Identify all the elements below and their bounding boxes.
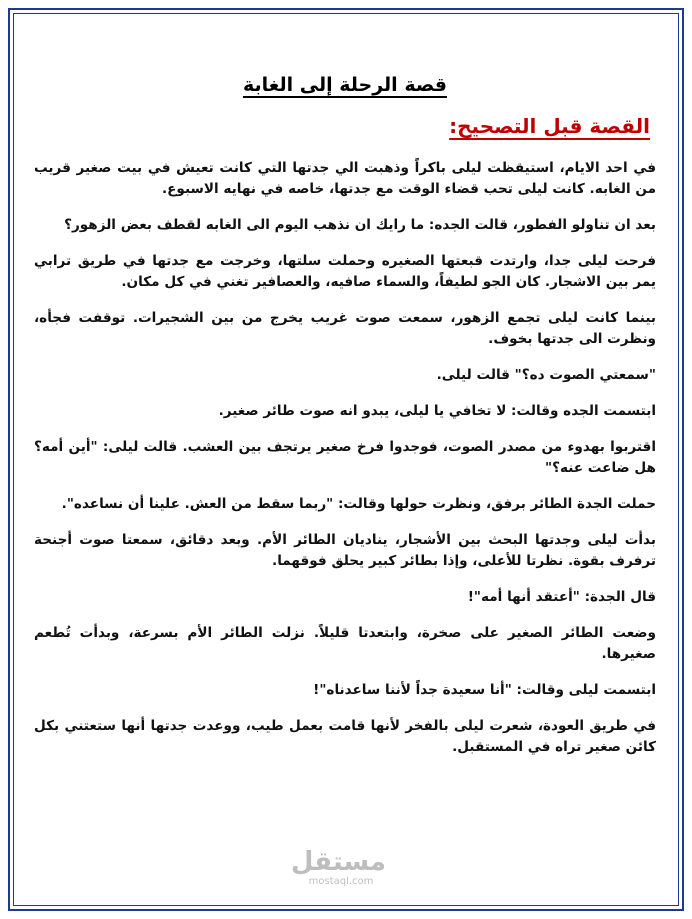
paragraph-9: بدأت ليلى وجدتها البحث بين الأشجار، يناديان الطائر الأم. وبعد دقائق، سمعتا صوت أجنحة ترفرف بقوة. نظرتا للأعلى، وإذا بطائر كبير يحلق فوقهما. (34, 532, 656, 569)
paragraph-4: بينما كانت ليلى تجمع الزهور، سمعت صوت غريب يخرج من بين الشجيرات. توقفت فجأه، ونظرت الى جدتها بخوف. (34, 310, 656, 347)
document-body (34, 74, 656, 773)
paragraph-2: بعد ان تناولو الفطور، قالت الجده: ما رايك ان نذهب اليوم الى الغابه لقطف بعض الزهور؟ (64, 217, 656, 233)
paragraph-12: ابتسمت ليلى وقالت: "أنا سعيدة جداً لأننا ساعدناه"! (313, 682, 656, 698)
watermark-logo-text: مستقل (290, 847, 386, 877)
paragraph-8: حملت الجدة الطائر برفق، ونظرت حولها وقالت: "ربما سقط من العش. علينا أن نساعده". (61, 496, 656, 512)
paragraph-13: في طريق العودة، شعرت ليلى بالفخر لأنها قامت بعمل طيب، ووعدت جدتها أنها ستعتني بكل كائن صغير تراه في المستقبل. (34, 718, 656, 755)
paragraph-5: "سمعتي الصوت ده؟" قالت ليلى. (436, 367, 656, 383)
paragraph-10: قال الجدة: "أعتقد أنها أمه"! (467, 589, 656, 605)
paragraph-7: اقتربوا بهدوء من مصدر الصوت، فوجدوا فرخ صغير يرتجف بين العشب. قالت ليلى: "أين أمه؟ هل ضاعت عنه؟" (34, 439, 656, 476)
paragraph-3: فرحت ليلى جدا، وارتدت قبعتها الصغيره وحملت سلتها، وخرجت مع جدتها في طريق ترابي يمر بين الاشجار. كان الجو لطيفاً، والسماء صافيه، والعصافير تغني في كل مكان. (34, 253, 656, 290)
paragraph-6: ابتسمت الجده وقالت: لا تخافي يا ليلى، يبدو انه صوت طائر صغير. (218, 403, 656, 419)
watermark-domain: mostaql.com (308, 876, 374, 887)
paragraph-11: وضعت الطائر الصغير على صخرة، وابتعدتا قليلاً. نزلت الطائر الأم بسرعة، وبدأت تُطعم صغيرها. (34, 625, 656, 662)
mostaql-watermark (290, 847, 386, 888)
story-title: قصة الرحلة إلى الغابة (243, 74, 447, 96)
paragraph-1: في احد الايام، استيقظت ليلى باكراً وذهبت الي جدتها التي كانت تعيش في بيت صغير قريب من الغابه. كانت ليلى تحب قضاء الوقت مع جدتها، خاصه في نهايه الاسبوع. (34, 160, 656, 197)
section-heading: القصة قبل التصحيح: (449, 114, 650, 138)
story-paragraphs (34, 158, 656, 758)
